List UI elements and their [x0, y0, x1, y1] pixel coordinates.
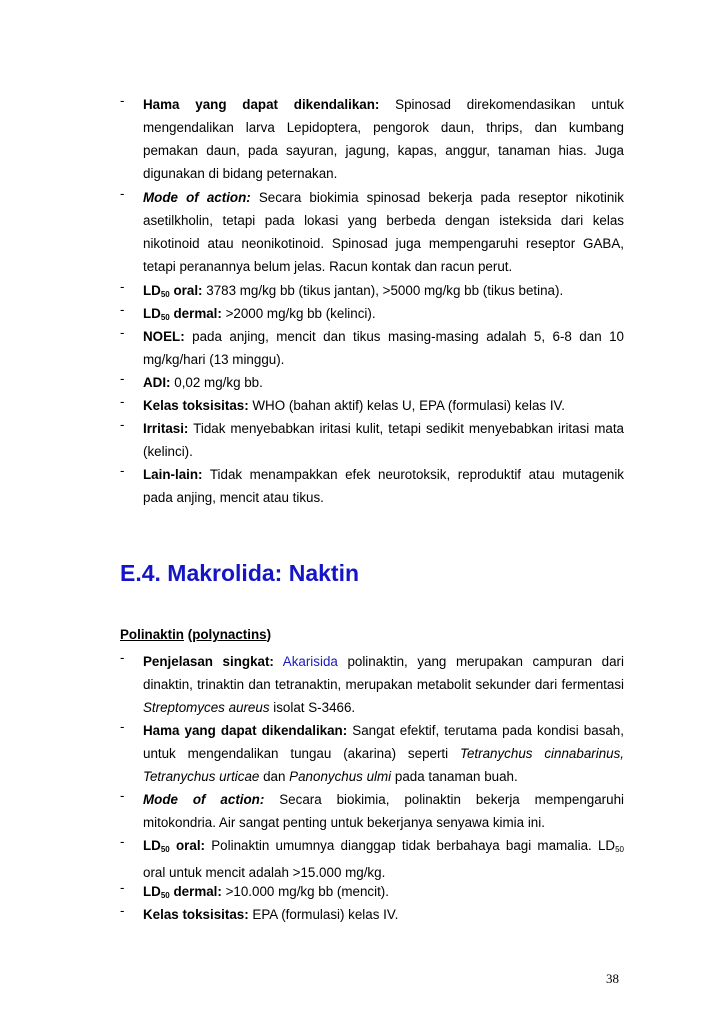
- list-item-irritasi: - Irritasi: Tidak menyebabkan iritasi kulit, tetapi sedikit menyebabkan iritasi mata (kelinci).: [120, 417, 625, 460]
- bullet-dash: -: [120, 834, 125, 849]
- section-heading: E.4. Makrolida: Naktin: [120, 560, 360, 586]
- item-label: $LD_{50}$ dermal:: [143, 306, 222, 322]
- bullet-dash: -: [120, 394, 125, 409]
- list-item-ld50-oral: - $LD_{50}$ oral: 3783 mg/kg bb (tikus jantan), >5000 mg/kg bb (tikus betina).: [120, 279, 564, 299]
- bullet-dash: -: [120, 650, 125, 665]
- bullet-dash: -: [120, 903, 125, 918]
- list-item-kelas-toksisitas-2: - Kelas toksisitas: EPA (formulasi) kelas IV.: [120, 903, 399, 922]
- subheading: Polinaktin (polynactins): [120, 627, 272, 642]
- bullet-dash: -: [120, 417, 125, 432]
- bullet-dash: -: [120, 302, 125, 317]
- item-label: $LD_{50}$ dermal:: [143, 884, 222, 900]
- page-number: 38: [606, 971, 619, 986]
- list-item-ld50-dermal: - $LD_{50}$ dermal: >2000 mg/kg bb (kelinci).: [120, 302, 376, 322]
- list-item-lain-lain: - Lain-lain: Tidak menampakkan efek neurotoksik, reproduktif atau mutagenik pada anjing, mencit atau tikus.: [120, 463, 625, 506]
- item-label: Irritasi:: [143, 421, 189, 436]
- list-item-mode-of-action-2: - Mode of action: Secara biokimia, polinaktin bekerja mempengaruhi mitokondria. Air sangat penting untuk bekerjanya senyawa kimia ini.: [120, 788, 624, 831]
- list-item-hama: - Hama yang dapat dikendalikan: Spinosad direkomendasikan untuk mengendalikan larva Lepidoptera, pengorok daun, thrips, dan kumbang pemakan daun, pada sayuran, jagung, kapas, anggur, tanaman hias. Juga digunakan di bidang peternakan.: [120, 93, 624, 182]
- item-label: Kelas toksisitas:: [143, 907, 249, 922]
- item-label: NOEL:: [143, 329, 185, 344]
- item-label: Penjelasan singkat:: [143, 654, 274, 669]
- bullet-dash: -: [120, 93, 125, 108]
- list-item-noel: - NOEL: pada anjing, mencit dan tikus masing-masing adalah 5, 6-8 dan 10 mg/kg/hari (13 minggu).: [120, 325, 624, 368]
- item-label: Hama yang dapat dikendalikan:: [143, 97, 380, 112]
- bullet-dash: -: [120, 719, 125, 734]
- item-label: Hama yang dapat dikendalikan:: [143, 723, 348, 738]
- list-item-ld50-oral-2: - $LD_{50}$ oral: Polinaktin umumnya dianggap tidak berbahaya bagi mamalia. LD50 oral untuk mencit adalah >15.000 mg/kg.: [120, 834, 624, 881]
- bullet-dash: -: [120, 463, 125, 478]
- list-item-penjelasan: - Penjelasan singkat: Akarisida polinaktin, yang merupakan campuran dari dinaktin, trinaktin dan tetranaktin, merupakan metabolit sekunder dari fermentasi Streptomyces aureus isolat S-3466.: [120, 650, 624, 716]
- item-label: Lain-lain:: [143, 467, 203, 482]
- bullet-dash: -: [120, 788, 125, 803]
- list-item-hama-2: - Hama yang dapat dikendalikan: Sangat efektif, terutama pada kondisi basah, untuk mengendalikan tungau (akarina) seperti Tetranychus cinnabarinus, Tetranychus urticae dan Panonychus ulmi pada tanaman buah.: [120, 719, 625, 785]
- bullet-dash: -: [120, 371, 125, 386]
- item-label: ADI:: [143, 375, 171, 390]
- item-label: Mode of action:: [143, 190, 251, 205]
- list-item-ld50-dermal-2: - $LD_{50}$ dermal: >10.000 mg/kg bb (mencit).: [120, 880, 389, 900]
- item-label: Mode of action:: [143, 792, 265, 807]
- bullet-dash: -: [120, 279, 125, 294]
- list-item-kelas-toksisitas: - Kelas toksisitas: WHO (bahan aktif) kelas U, EPA (formulasi) kelas IV.: [120, 394, 565, 413]
- bullet-dash: -: [120, 325, 125, 340]
- item-label: Kelas toksisitas:: [143, 398, 249, 413]
- bullet-dash: -: [120, 880, 125, 895]
- list-item-adi: - ADI: 0,02 mg/kg bb.: [120, 371, 263, 390]
- akarisida-link[interactable]: Akarisida: [282, 654, 338, 669]
- item-label: $LD_{50}$ oral:: [143, 838, 206, 854]
- bullet-dash: -: [120, 186, 125, 201]
- list-item-mode-of-action: - Mode of action: Secara biokimia spinosad bekerja pada reseptor nikotinik asetilkholin, tetapi pada lokasi yang berbeda dengan isteksida dari kelas nikotinoid atau neonikotinoid. Spinosad juga mempengaruhi reseptor GABA, tetapi peranannya belum jelas. Racun kontak dan racun perut.: [120, 186, 624, 275]
- item-label: $LD_{50}$ oral:: [143, 283, 203, 299]
